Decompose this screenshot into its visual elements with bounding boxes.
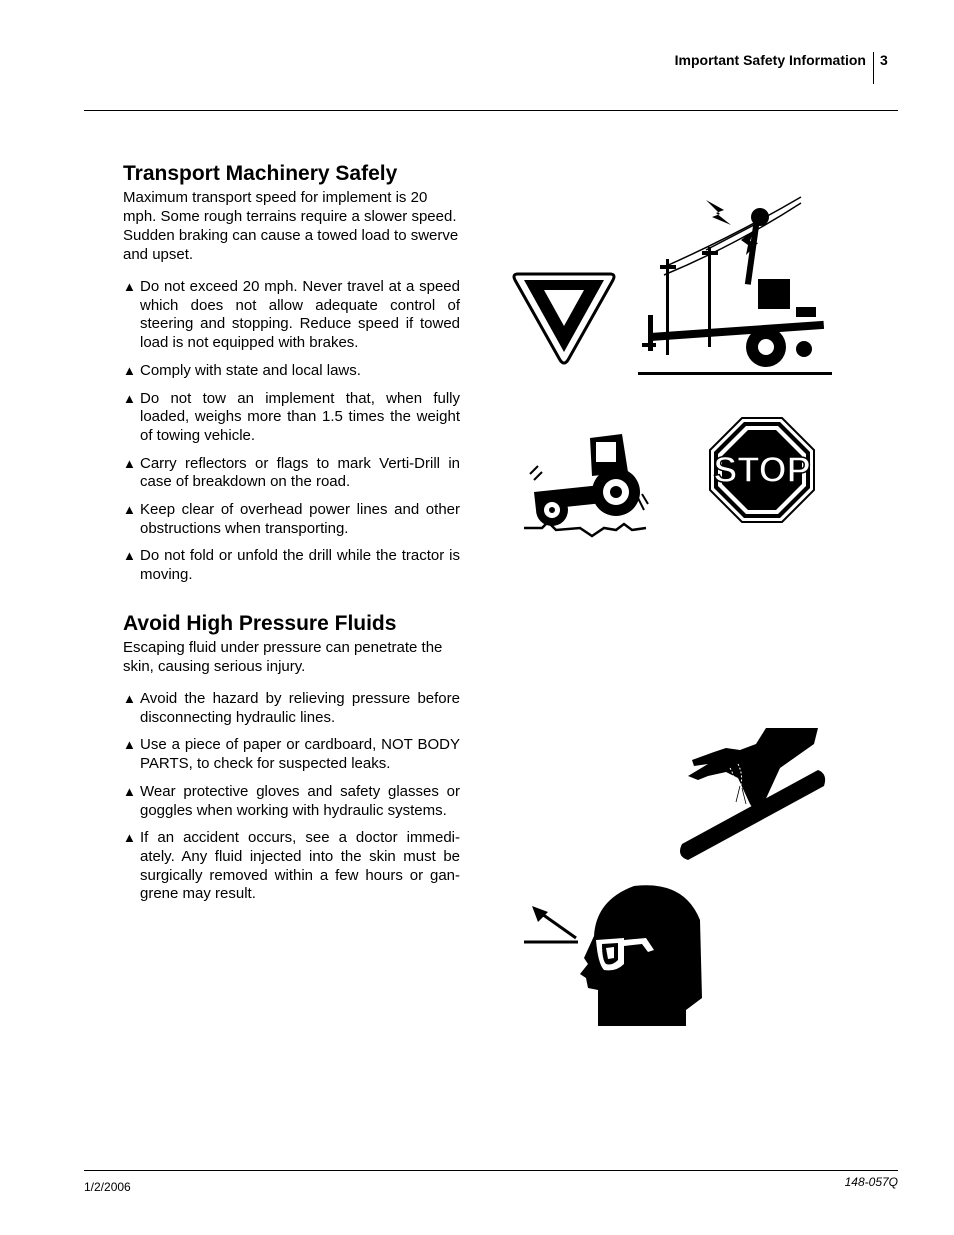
list-item: ▲ Do not fold or unfold the drill while the tractor is moving. xyxy=(123,547,460,584)
section-title: Transport Machinery Safely xyxy=(123,162,398,185)
list-item: ▲ Wear protective gloves and safety glasses or goggles when working with hydraulic systems. xyxy=(123,782,460,819)
power-line-hazard-icon xyxy=(636,195,836,377)
list-item: ▲ Avoid the hazard by relieving pressure before disconnecting hydraulic lines. xyxy=(123,690,460,726)
tractor-icon xyxy=(520,432,650,540)
list-item: ▲ Do not tow an implement that, when fully loaded, weighs more than 1.5 times the weight of towing vehicle. xyxy=(123,389,460,444)
stop-sign-icon xyxy=(708,416,816,524)
list-item: ▲ Carry reflectors or flags to mark Verti-Drill in case of breakdown on the road. xyxy=(123,454,460,491)
triangle-bullet-icon: ▲ xyxy=(123,502,136,518)
triangle-bullet-icon: ▲ xyxy=(123,455,136,471)
list-item: ▲ Keep clear of overhead power lines and other obstructions when transporting. xyxy=(123,501,460,537)
stop-sign-text: STOP xyxy=(713,449,811,490)
triangle-bullet-icon: ▲ xyxy=(123,362,136,378)
section-intro: Maximum transport speed for implement is 20 mph. Some rough terrains require a slower speed. Sudden braking can cause a towed load to swerve and upset. xyxy=(123,189,459,263)
triangle-bullet-icon: ▲ xyxy=(123,783,136,799)
header-separator xyxy=(873,52,874,84)
footer-date: 1/2/2006 xyxy=(84,1180,131,1194)
hand-fluid-injection-icon xyxy=(668,724,830,860)
section-high-pressure xyxy=(123,612,460,913)
section-intro: Escaping fluid under pressure can penetrate the skin, causing serious injury. xyxy=(123,639,443,675)
page-number: 3 xyxy=(880,52,888,68)
list-item: ▲ Do not exceed 20 mph. Never travel at a speed which does not allow adequate control of steering and stopping. Reduce speed if towed load is not equipped with brakes. xyxy=(123,278,460,352)
triangle-bullet-icon: ▲ xyxy=(123,548,136,564)
list-item: ▲ If an accident occurs, see a doctor immedi-ately. Any fluid injected into the skin must be surgically removed within a few hours or gan-grene may result. xyxy=(123,829,460,903)
list-item: ▲ Use a piece of paper or cardboard, NOT BODY PARTS, to check for suspected leaks. xyxy=(123,736,460,773)
triangle-bullet-icon: ▲ xyxy=(123,691,136,706)
triangle-bullet-icon: ▲ xyxy=(123,830,136,846)
yield-sign-icon xyxy=(510,270,618,366)
bullet-list xyxy=(123,690,460,904)
footer-document-code: 148-057Q xyxy=(844,1175,898,1189)
header-rule xyxy=(84,110,898,111)
footer-rule xyxy=(84,1170,898,1171)
bullet-list xyxy=(123,278,460,585)
list-item: ▲ Comply with state and local laws. xyxy=(123,361,361,379)
running-header-title: Important Safety Information xyxy=(674,52,866,68)
section-transport xyxy=(123,162,460,594)
safety-glasses-icon xyxy=(522,880,706,1028)
triangle-bullet-icon: ▲ xyxy=(123,390,136,406)
section-title: Avoid High Pressure Fluids xyxy=(123,612,397,635)
triangle-bullet-icon: ▲ xyxy=(123,737,136,753)
triangle-bullet-icon: ▲ xyxy=(123,279,136,294)
